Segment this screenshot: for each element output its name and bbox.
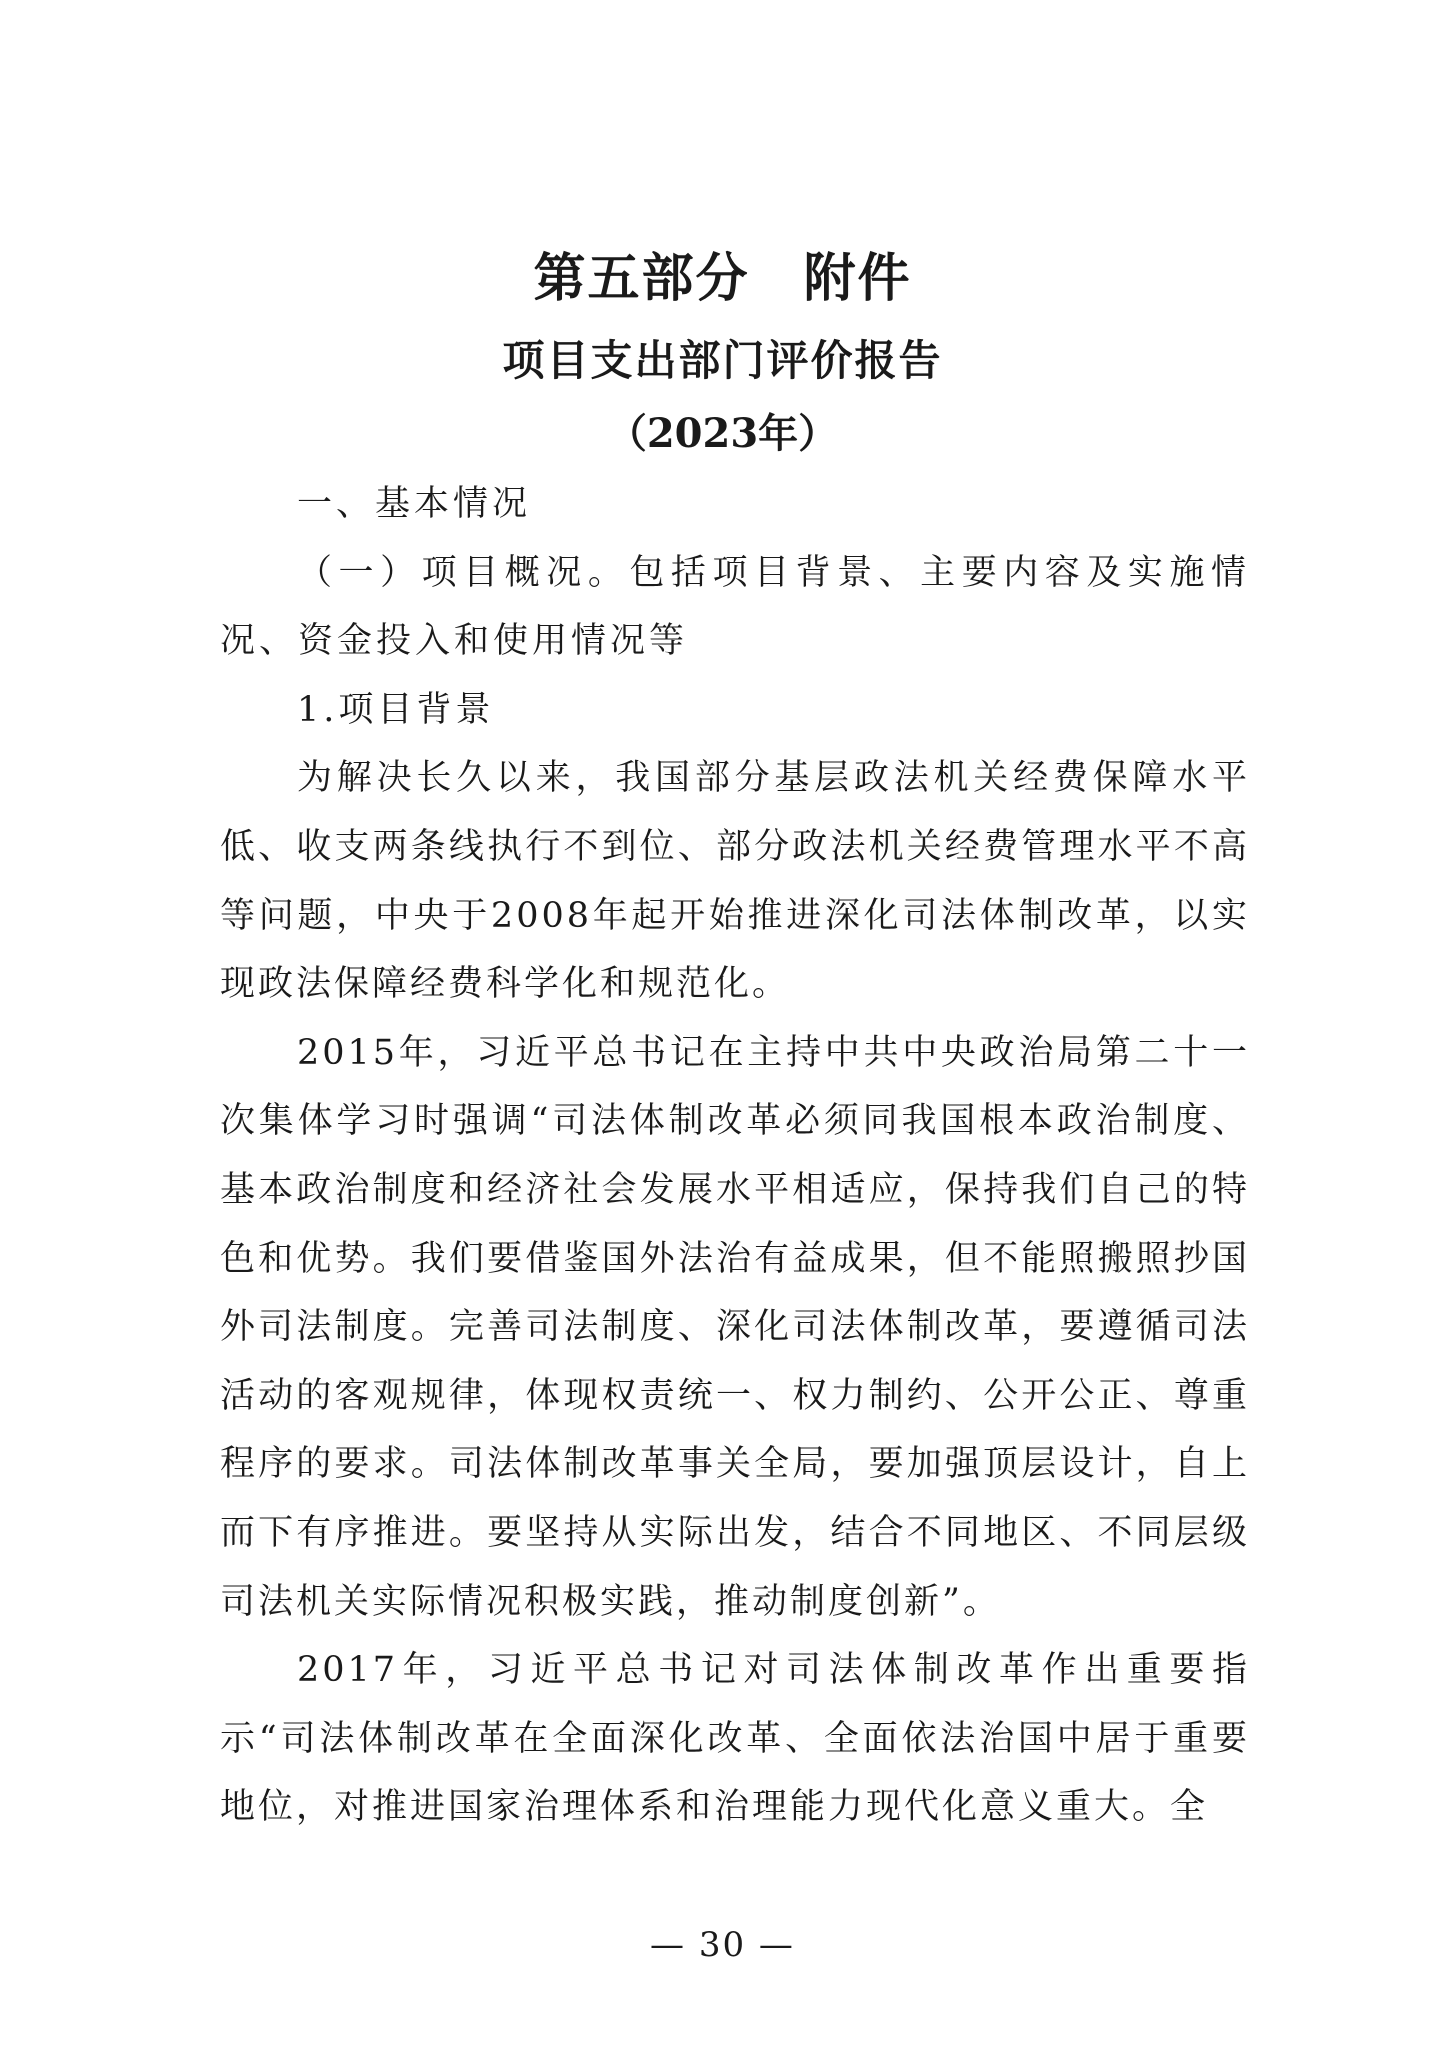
paragraph: 为解决长久以来，我国部分基层政法机关经费保障水平低、收支两条线执行不到位、部分政法机关经费管理水平不高等问题，中央于2008年起开始推进深化司法体制改革，以实现政法保障经费科学化和规范化。	[220, 758, 1250, 1005]
subsection-heading-project-overview: （一）项目概况。包括项目背景、主要内容及实施情况、资金投入和使用情况等	[220, 552, 1250, 662]
report-year: （2023年）	[606, 410, 839, 457]
document-body	[220, 470, 1250, 1842]
report-title: 项目支出部门评价报告	[502, 336, 943, 385]
paragraph: 2015年，习近平总书记在主持中共中央政治局第二十一次集体学习时强调“司法体制改革必须同我国根本政治制度、基本政治制度和经济社会发展水平相适应，保持我们自己的特色和优势。我们要借鉴国外法治有益成果，但不能照搬照抄国外司法制度。完善司法制度、深化司法体制改革，要遵循司法活动的客观规律，体现权责统一、权力制约、公开公正、尊重程序的要求。司法体制改革事关全局，要加强顶层设计，自上而下有序推进。要坚持从实际出发，结合不同地区、不同层级司法机关实际情况积极实践，推动制度创新”。	[220, 1032, 1250, 1622]
page-number: — 30 —	[650, 1925, 795, 1965]
item-heading-project-background: 1.项目背景	[297, 689, 495, 730]
paragraph: 2017年，习近平总书记对司法体制改革作出重要指示“司法体制改革在全面深化改革、全面依法治国中居于重要地位，对推进国家治理体系和治理能力现代化意义重大。全	[220, 1650, 1250, 1828]
section-heading-basic-situation: 一、基本情况	[297, 484, 532, 524]
document-title: 第五部分 附件	[533, 248, 912, 309]
